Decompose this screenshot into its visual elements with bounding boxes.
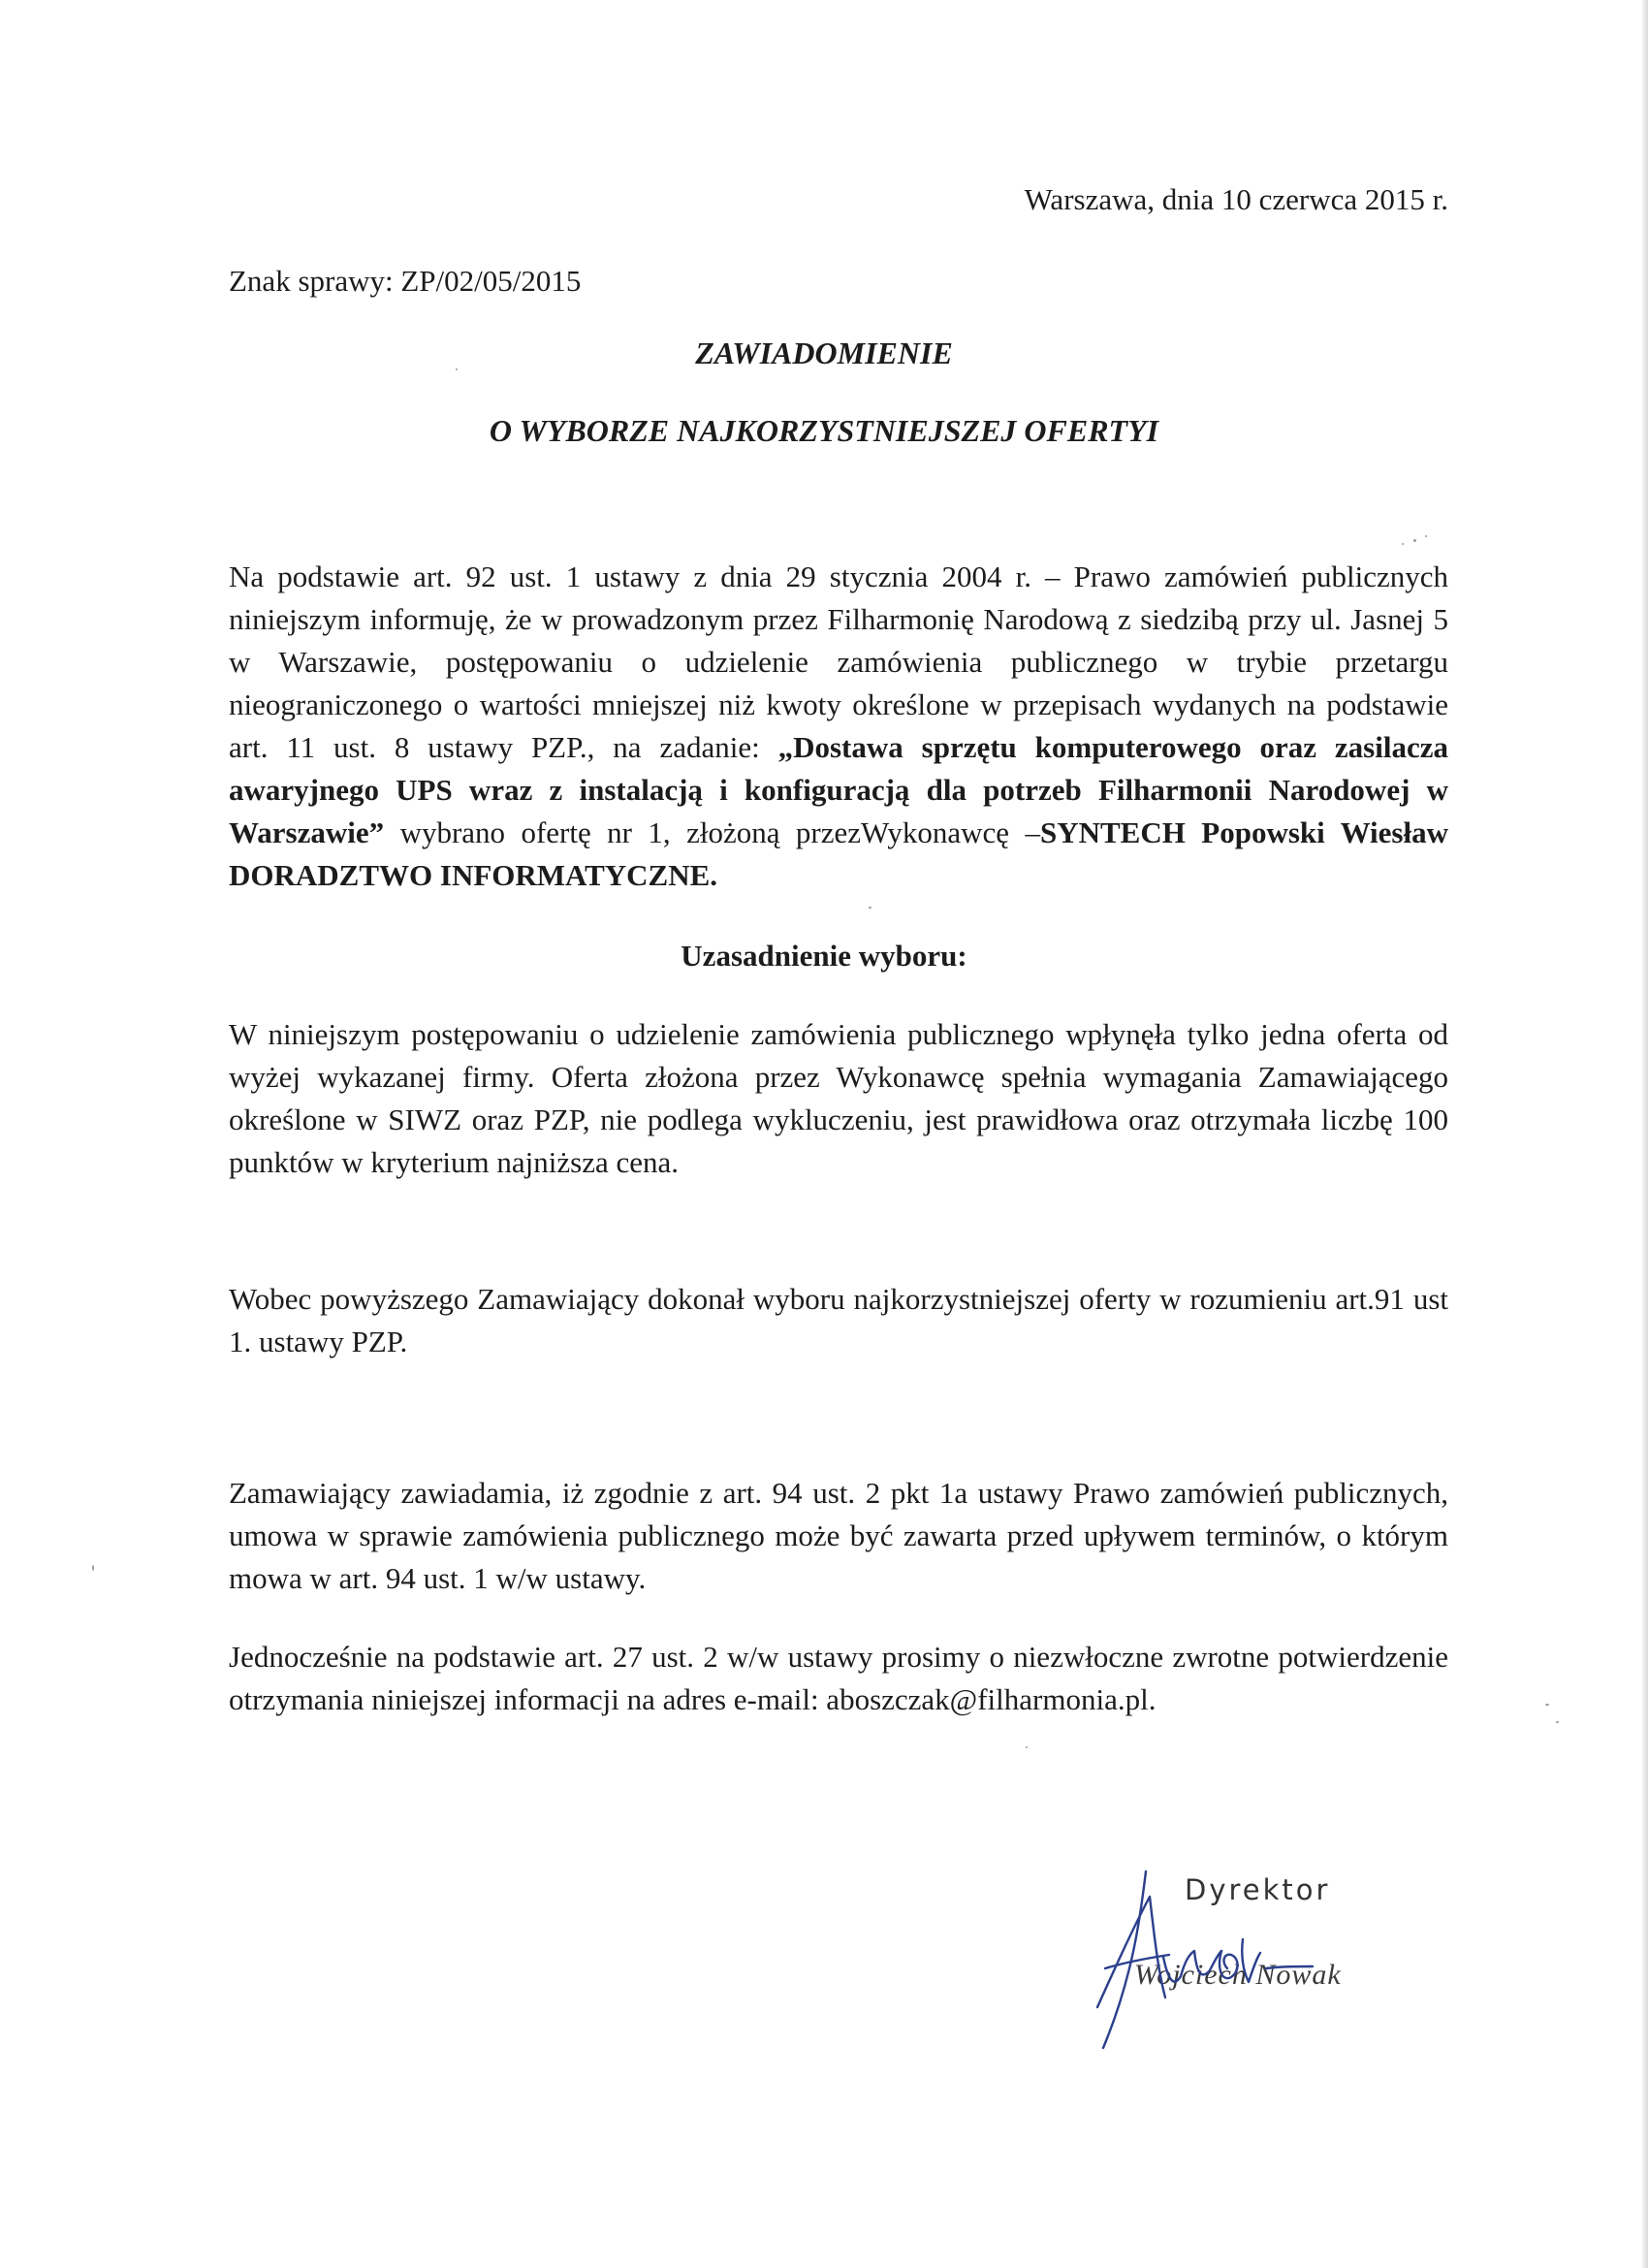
announcement-text-start: Na podstawie art. 92 ust. 1 ustawy z dnia 29 stycznia 2004 r. – Prawo zamówień publicznych niniejszym informuję, że w prowadzonym przez Filharmonię Narodową z siedzibą przy ul. Jasnej 5 w Warszawie, postępowaniu o udzielenie zamówienia publicznego w trybie przetargu nieograniczonego o wartości mniejszej niż kwoty określone w przepisach wydanych na podstawie art. 11 ust. 8 ustawy PZP., na zadanie:: [229, 559, 1448, 764]
contractor-name: SYNTECH Popowski Wiesław DORADZTWO INFORMATYCZNE.: [229, 815, 1448, 892]
paragraph-confirmation-request: Jednocześnie na podstawie art. 27 ust. 2 w/w ustawy prosimy o niezwłoczne zwrotne potwierdzenie otrzymania niniejszej informacji na adres e-mail: aboszczak@filharmonia.pl.: [229, 1640, 1448, 1716]
contract-subject: „Dostawa sprzętu komputerowego oraz zasilacza awaryjnego UPS wraz z instalacją i konfiguracją dla potrzeb Filharmonii Narodowej w Warszawie”: [229, 730, 1448, 849]
handwritten-signature: [1076, 1862, 1386, 2056]
paragraph-announcement: [229, 556, 1448, 897]
signature-title: Dyrektor: [1185, 1873, 1331, 1906]
paragraph-contract-notice: Zamawiający zawiadamia, iż zgodnie z art. 94 ust. 2 pkt 1a ustawy Prawo zamówień publicznych, umowa w sprawie zamówienia publicznego może być zawarta przed upływem terminów, o którym mowa w art. 94 ust. 1 w/w ustawy.: [229, 1476, 1448, 1595]
paragraph-selection: Wobec powyższego Zamawiający dokonał wyboru najkorzystniejszej oferty w rozumieniu art.91 ust 1. ustawy PZP.: [229, 1282, 1448, 1358]
paragraph-justification: W niniejszym postępowaniu o udzielenie zamówienia publicznego wpłynęła tylko jedna oferta od wyżej wykazanej firmy. Oferta złożona przez Wykonawcę spełnia wymagania Zamawiającego określone w SIWZ oraz PZP, nie podlega wykluczeniu, jest prawidłowa oraz otrzymała liczbę 100 punktów w kryterium najniższa cena.: [229, 1017, 1448, 1179]
signature-block: [1076, 1862, 1386, 2056]
document-subtitle: O WYBORZE NAJKORZYSTNIEJSZEJ OFERTYI: [489, 413, 1159, 448]
signature-name: Wojciech Nowak: [1134, 1959, 1342, 1991]
document-title: ZAWIADOMIENIE: [695, 335, 953, 370]
justification-heading: Uzasadnienie wyboru:: [681, 939, 967, 973]
announcement-text-middle: wybrano ofertę nr 1, złożoną przezWykonawcę –: [384, 815, 1040, 849]
date-line: Warszawa, dnia 10 czerwca 2015 r.: [1024, 182, 1448, 216]
case-number: Znak sprawy: ZP/02/05/2015: [229, 264, 582, 298]
